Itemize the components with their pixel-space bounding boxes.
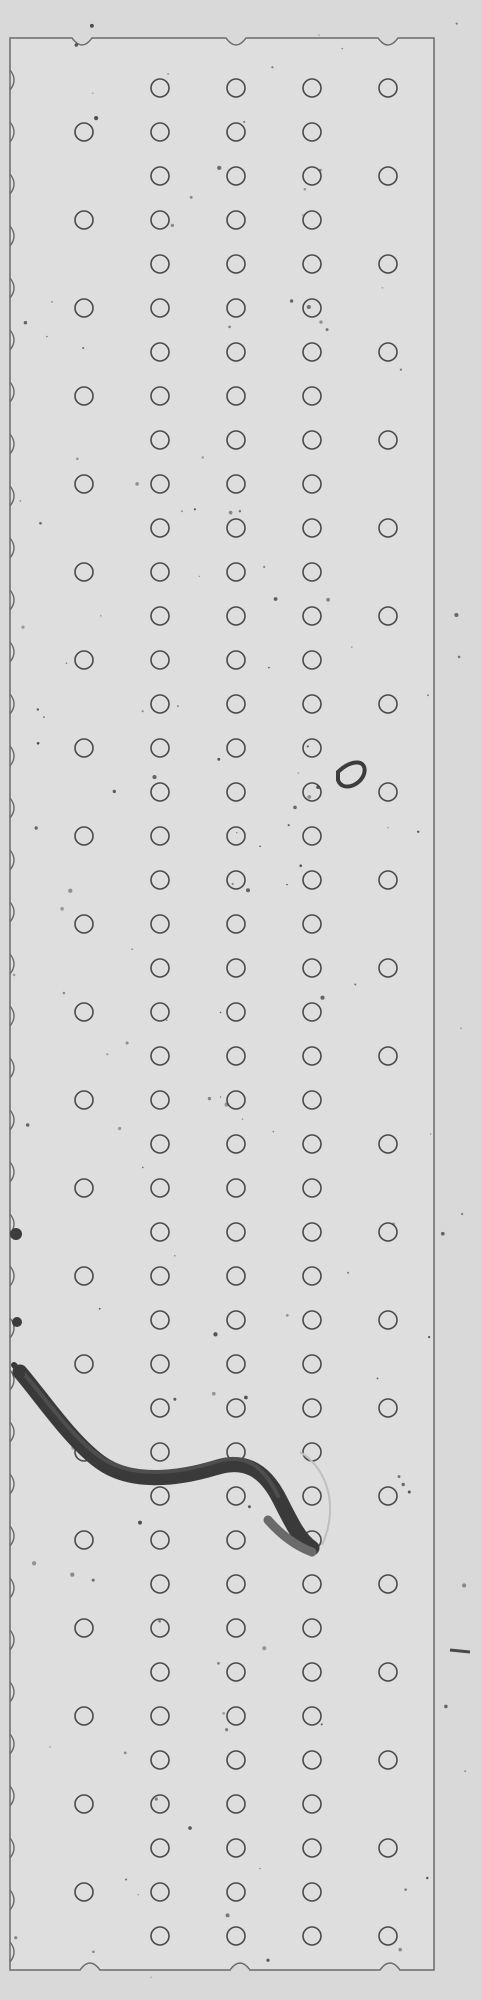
- debris-speck: [126, 1041, 129, 1044]
- debris-speck: [263, 566, 265, 568]
- debris-speck: [20, 500, 22, 502]
- debris-speck: [82, 347, 84, 349]
- debris-speck: [319, 169, 322, 172]
- debris-speck: [177, 705, 178, 706]
- debris-speck: [326, 328, 329, 331]
- debris-speck: [46, 336, 48, 338]
- debris-speck: [220, 1012, 221, 1013]
- edge-mark: [450, 1650, 470, 1652]
- debris-speck: [351, 646, 352, 647]
- debris-speck: [316, 785, 320, 789]
- debris-speck: [70, 1573, 74, 1577]
- debris-speck: [167, 73, 168, 74]
- debris-speck: [404, 1888, 407, 1891]
- debris-speck: [387, 827, 388, 828]
- debris-speck: [208, 1097, 211, 1100]
- debris-speck: [190, 196, 193, 199]
- debris-speck: [326, 598, 330, 602]
- debris-speck: [441, 1232, 445, 1236]
- debris-speck: [14, 1936, 17, 1939]
- debris-speck: [428, 1336, 430, 1338]
- debris-speck: [152, 775, 156, 779]
- debris-speck: [259, 846, 261, 848]
- debris-speck: [427, 694, 429, 696]
- debris-speck: [90, 24, 94, 28]
- debris-speck: [458, 656, 461, 659]
- debris-speck: [408, 1490, 411, 1493]
- debris-speck: [341, 48, 343, 50]
- debris-speck: [173, 1398, 176, 1401]
- debris-speck: [194, 508, 196, 510]
- debris-speck: [24, 321, 27, 324]
- debris-speck: [94, 116, 98, 120]
- debris-speck: [118, 1127, 121, 1130]
- chamber-outline: [10, 38, 434, 1970]
- debris-speck: [307, 305, 311, 309]
- debris-speck: [426, 1877, 428, 1879]
- debris-speck: [259, 1868, 260, 1869]
- debris-speck: [26, 1123, 29, 1126]
- debris-speck: [220, 1096, 221, 1097]
- debris-speck: [288, 824, 290, 826]
- debris-speck: [51, 301, 53, 303]
- debris-speck: [92, 1579, 95, 1582]
- debris-speck: [244, 1396, 248, 1400]
- debris-speck: [142, 1167, 144, 1169]
- debris-speck: [302, 214, 303, 215]
- debris-speck: [171, 224, 174, 227]
- debris-speck: [217, 758, 220, 761]
- debris-speck: [75, 43, 79, 47]
- debris-speck: [60, 907, 64, 911]
- debris-speck: [37, 742, 40, 745]
- debris-speck: [113, 790, 116, 793]
- debris-speck: [63, 992, 66, 995]
- debris-speck: [347, 1272, 349, 1274]
- debris-speck: [248, 1505, 251, 1508]
- debris-speck: [460, 1028, 461, 1029]
- debris-speck: [461, 1213, 463, 1215]
- debris-speck: [212, 1392, 216, 1396]
- debris-speck: [225, 1103, 229, 1107]
- debris-speck: [99, 1308, 101, 1310]
- debris-speck: [290, 299, 293, 302]
- debris-speck: [321, 1723, 323, 1725]
- debris-speck: [273, 1131, 275, 1133]
- debris-speck: [398, 1475, 401, 1478]
- debris-speck: [402, 1483, 405, 1486]
- debris-speck: [307, 745, 309, 747]
- debris-speck: [166, 1020, 167, 1021]
- debris-speck: [382, 287, 384, 289]
- debris-speck: [225, 1728, 228, 1731]
- debris-speck: [32, 1561, 36, 1565]
- debris-speck: [392, 1223, 395, 1226]
- debris-speck: [286, 884, 287, 885]
- debris-speck: [49, 1746, 50, 1747]
- debris-speck: [138, 1894, 139, 1895]
- debris-speck: [21, 626, 24, 629]
- debris-speck: [213, 1332, 217, 1336]
- debris-speck: [271, 66, 273, 68]
- debris-speck: [158, 1620, 161, 1623]
- debris-speck: [92, 1950, 95, 1953]
- debris-speck: [243, 121, 245, 123]
- debris-speck: [462, 1583, 466, 1587]
- debris-speck: [307, 795, 311, 799]
- debris-speck: [35, 826, 38, 829]
- debris-speck: [100, 615, 101, 616]
- debris-speck: [231, 883, 233, 885]
- debris-blob: [10, 1228, 22, 1240]
- debris-speck: [293, 806, 297, 810]
- debris-blob: [12, 1317, 22, 1327]
- debris-speck: [417, 831, 419, 833]
- debris-speck: [318, 34, 319, 35]
- debris-speck: [124, 1752, 127, 1755]
- debris-speck: [66, 662, 68, 664]
- debris-speck: [262, 1646, 266, 1650]
- debris-speck: [454, 613, 458, 617]
- debris-speck: [181, 510, 183, 512]
- debris-speck: [320, 996, 324, 1000]
- debris-speck: [239, 510, 241, 512]
- debris-speck: [398, 1948, 402, 1952]
- debris-speck: [142, 710, 144, 712]
- debris-speck: [155, 1798, 158, 1801]
- debris-speck: [68, 889, 72, 893]
- debris-speck: [43, 716, 45, 718]
- debris-speck: [131, 949, 133, 951]
- debris-speck: [39, 522, 42, 525]
- debris-speck: [174, 1255, 176, 1257]
- debris-speck: [222, 1712, 225, 1715]
- debris-speck: [151, 1977, 152, 1978]
- debris-speck: [229, 511, 233, 515]
- debris-speck: [266, 1959, 269, 1962]
- debris-speck: [354, 984, 356, 986]
- debris-speck: [13, 974, 16, 977]
- debris-speck: [188, 1826, 192, 1830]
- debris-speck: [201, 456, 203, 458]
- debris-speck: [217, 1662, 220, 1665]
- debris-speck: [286, 1314, 289, 1317]
- debris-speck: [464, 1770, 466, 1772]
- debris-speck: [298, 772, 299, 773]
- debris-speck: [236, 832, 237, 833]
- debris-speck: [319, 320, 322, 323]
- debris-speck: [138, 1521, 142, 1525]
- debris-speck: [400, 368, 402, 370]
- debris-speck: [299, 864, 302, 867]
- debris-speck: [456, 22, 458, 24]
- debris-speck: [377, 1377, 379, 1379]
- debris-speck: [304, 188, 307, 191]
- debris-speck: [226, 1913, 230, 1917]
- debris-speck: [444, 1705, 448, 1709]
- debris-speck: [268, 667, 270, 669]
- debris-speck: [242, 1118, 244, 1120]
- debris-speck: [106, 1053, 108, 1055]
- debris-speck: [125, 1879, 127, 1881]
- debris-speck: [37, 708, 39, 710]
- debris-speck: [274, 597, 278, 601]
- debris-speck: [217, 166, 221, 170]
- debris-speck: [228, 326, 231, 329]
- debris-speck: [430, 1133, 431, 1134]
- debris-speck: [135, 482, 139, 486]
- debris-speck: [92, 93, 93, 94]
- debris-speck: [199, 576, 200, 577]
- debris-speck: [246, 888, 250, 892]
- debris-speck: [76, 457, 79, 460]
